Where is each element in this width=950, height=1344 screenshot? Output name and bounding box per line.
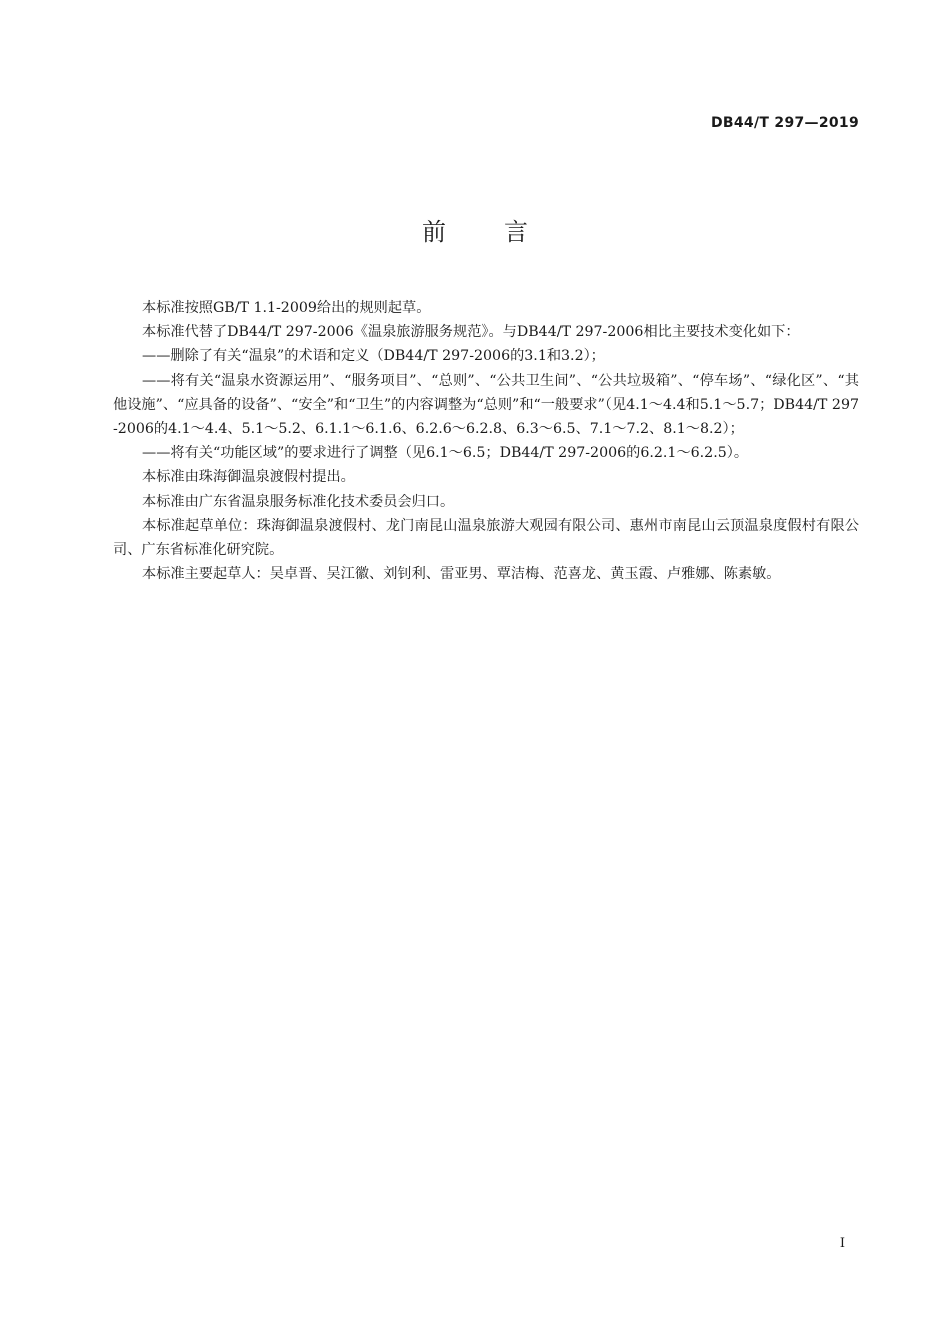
- paragraph-drafters: 本标准主要起草人：吴卓晋、吴江徽、刘钊利、雷亚男、覃洁梅、范喜龙、黄玉霞、卢雅娜、陈素敏。: [142, 566, 781, 583]
- paragraph-change-3: ——将有关“功能区域”的要求进行了调整（见6.1～6.5；DB44/T 297-2006的6.2.1～6.2.5）。: [142, 445, 749, 462]
- standard-code: DB44/T 297—2019: [711, 115, 859, 131]
- paragraph-proposer: 本标准由珠海御温泉渡假村提出。: [142, 469, 355, 486]
- foreword-body: [113, 296, 859, 586]
- page-number: I: [839, 1236, 845, 1251]
- paragraph-drafting-rules: 本标准按照GB/T 1.1-2009给出的规则起草。: [142, 300, 431, 316]
- page-title: 前言: [422, 218, 586, 246]
- paragraph-change-2: ——将有关“温泉水资源运用”、“服务项目”、“总则”、“公共卫生间”、“公共垃圾箱”、“停车场”、“绿化区”、“其他设施”、“应具备的设备”、“安全”和“卫生”的内容调整为“总则”和“一般要求”（见4.1～4.4和5.1～5.7；DB44/T 297-2006的4.1～4.4、5.1～5.2、6.1.1～6.1.6、6.2.6～6.2.8、6.3～6.5、7.1～7.2、8.1～8.2）；: [113, 372, 859, 438]
- paragraph-drafting-units: 本标准起草单位：珠海御温泉渡假村、龙门南昆山温泉旅游大观园有限公司、惠州市南昆山云顶温泉度假村有限公司、广东省标准化研究院。: [113, 517, 859, 559]
- paragraph-change-1: ——删除了有关“温泉”的术语和定义（DB44/T 297-2006的3.1和3.2）；: [142, 348, 605, 365]
- paragraph-committee: 本标准由广东省温泉服务标准化技术委员会归口。: [142, 493, 455, 510]
- paragraph-replacement: 本标准代替了DB44/T 297-2006《温泉旅游服务规范》。与DB44/T 297-2006相比主要技术变化如下：: [142, 324, 800, 341]
